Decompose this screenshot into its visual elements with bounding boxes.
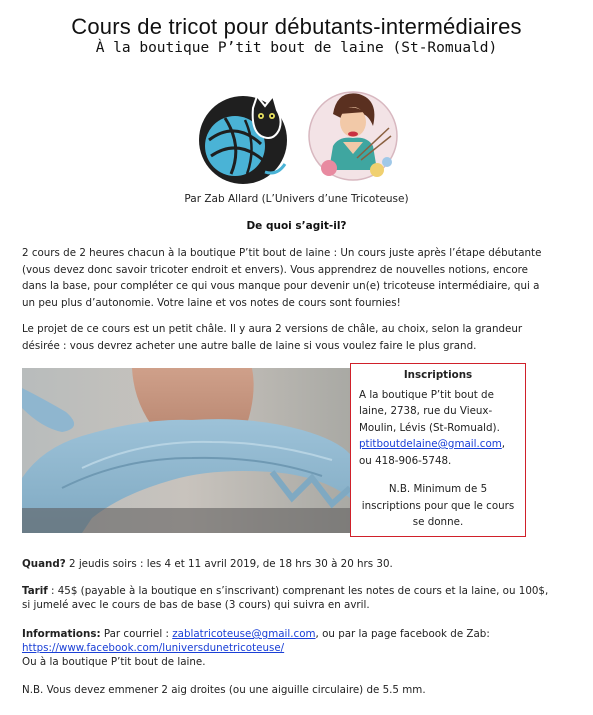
project-line: désirée : vous devrez acheter une autre balle de laine si vous voulez faire le plus grand. xyxy=(22,339,477,352)
info-text: Par courriel : xyxy=(100,628,173,640)
project-line: Le projet de ce cours est un petit châle. Il y aura 2 versions de châle, au choix, selon la grandeur xyxy=(22,323,523,335)
author-byline: Par Zab Allard (L’Univers d’une Tricoteuse) xyxy=(184,193,409,205)
note-line: se donne. xyxy=(412,516,464,528)
intro-line: 2 cours de 2 heures chacun à la boutique P’tit bout de laine : Un cours juste après l’étape débutante xyxy=(22,247,542,259)
inscriptions-address xyxy=(359,387,517,470)
info-text: , ou par la page facebook de Zab: xyxy=(315,628,490,640)
inscriptions-title: Inscriptions xyxy=(403,369,473,381)
knitting-lady-logo-icon xyxy=(303,84,403,184)
fee-paragraph xyxy=(22,584,582,612)
fee-text: si jumelé avec le cours de bas de base (3 cours) qui suivra en avril. xyxy=(22,599,370,611)
needles-note: N.B. Vous devez emmener 2 aig droites (ou une aiguille circulaire) de 5.5 mm. xyxy=(22,684,426,696)
address-line: A la boutique P’tit bout de xyxy=(359,388,494,401)
info-paragraph xyxy=(22,627,582,669)
when-text: 2 jeudis soirs : les 4 et 11 avril 2019, de 18 hrs 30 à 20 hrs 30. xyxy=(65,558,393,570)
page-title: Cours de tricot pour débutants-intermédiaires xyxy=(71,14,522,39)
boutique-email-link[interactable]: ptitboutdelaine@gmail.com xyxy=(359,438,502,450)
note-line: N.B. Minimum de 5 xyxy=(388,483,488,495)
info-text: Ou à la boutique P’tit bout de laine. xyxy=(22,656,206,668)
when-paragraph xyxy=(22,557,582,571)
shawl-photo xyxy=(22,368,350,533)
address-line: Moulin, Lévis (St-Romuald). xyxy=(359,421,500,434)
project-paragraph xyxy=(22,321,577,354)
when-label: Quand? xyxy=(22,558,66,570)
cat-yarn-logo-icon xyxy=(195,90,291,186)
inscriptions-box xyxy=(350,363,526,537)
note-line: inscriptions pour que le cours xyxy=(361,499,515,512)
fee-text: : 45$ (payable à la boutique en s’inscrivant) comprenant les notes de cours et la laine, ou 100$, xyxy=(47,585,549,597)
intro-line: (vous devez donc savoir tricoter endroit et envers). Vous apprendrez de nouvelles notions, encore xyxy=(22,263,528,276)
phone-number: ou 418-906-5748. xyxy=(359,454,452,467)
section-title: De quoi s’agit-il? xyxy=(246,220,347,232)
facebook-link[interactable]: https://www.facebook.com/luniversdunetricoteuse/ xyxy=(22,642,285,654)
intro-paragraph xyxy=(22,245,577,311)
intro-line: dans la base, pour compléter ce qui vous manque pour devenir un(e) tricoteuse intermédiaire, qui a xyxy=(22,280,540,292)
address-line: laine, 2738, rue du Vieux- xyxy=(359,405,493,417)
zab-email-link[interactable]: zablatricoteuse@gmail.com xyxy=(172,628,316,640)
intro-line: un peu plus d’autonomie. Votre laine et vos notes de cours sont fournies! xyxy=(22,296,401,309)
email-suffix: , xyxy=(501,438,506,450)
page-subtitle: À la boutique P’tit bout de laine (St-Romuald) xyxy=(95,40,498,56)
minimum-note xyxy=(359,481,517,531)
fee-label: Tarif xyxy=(22,585,48,597)
info-label: Informations: xyxy=(22,628,101,640)
